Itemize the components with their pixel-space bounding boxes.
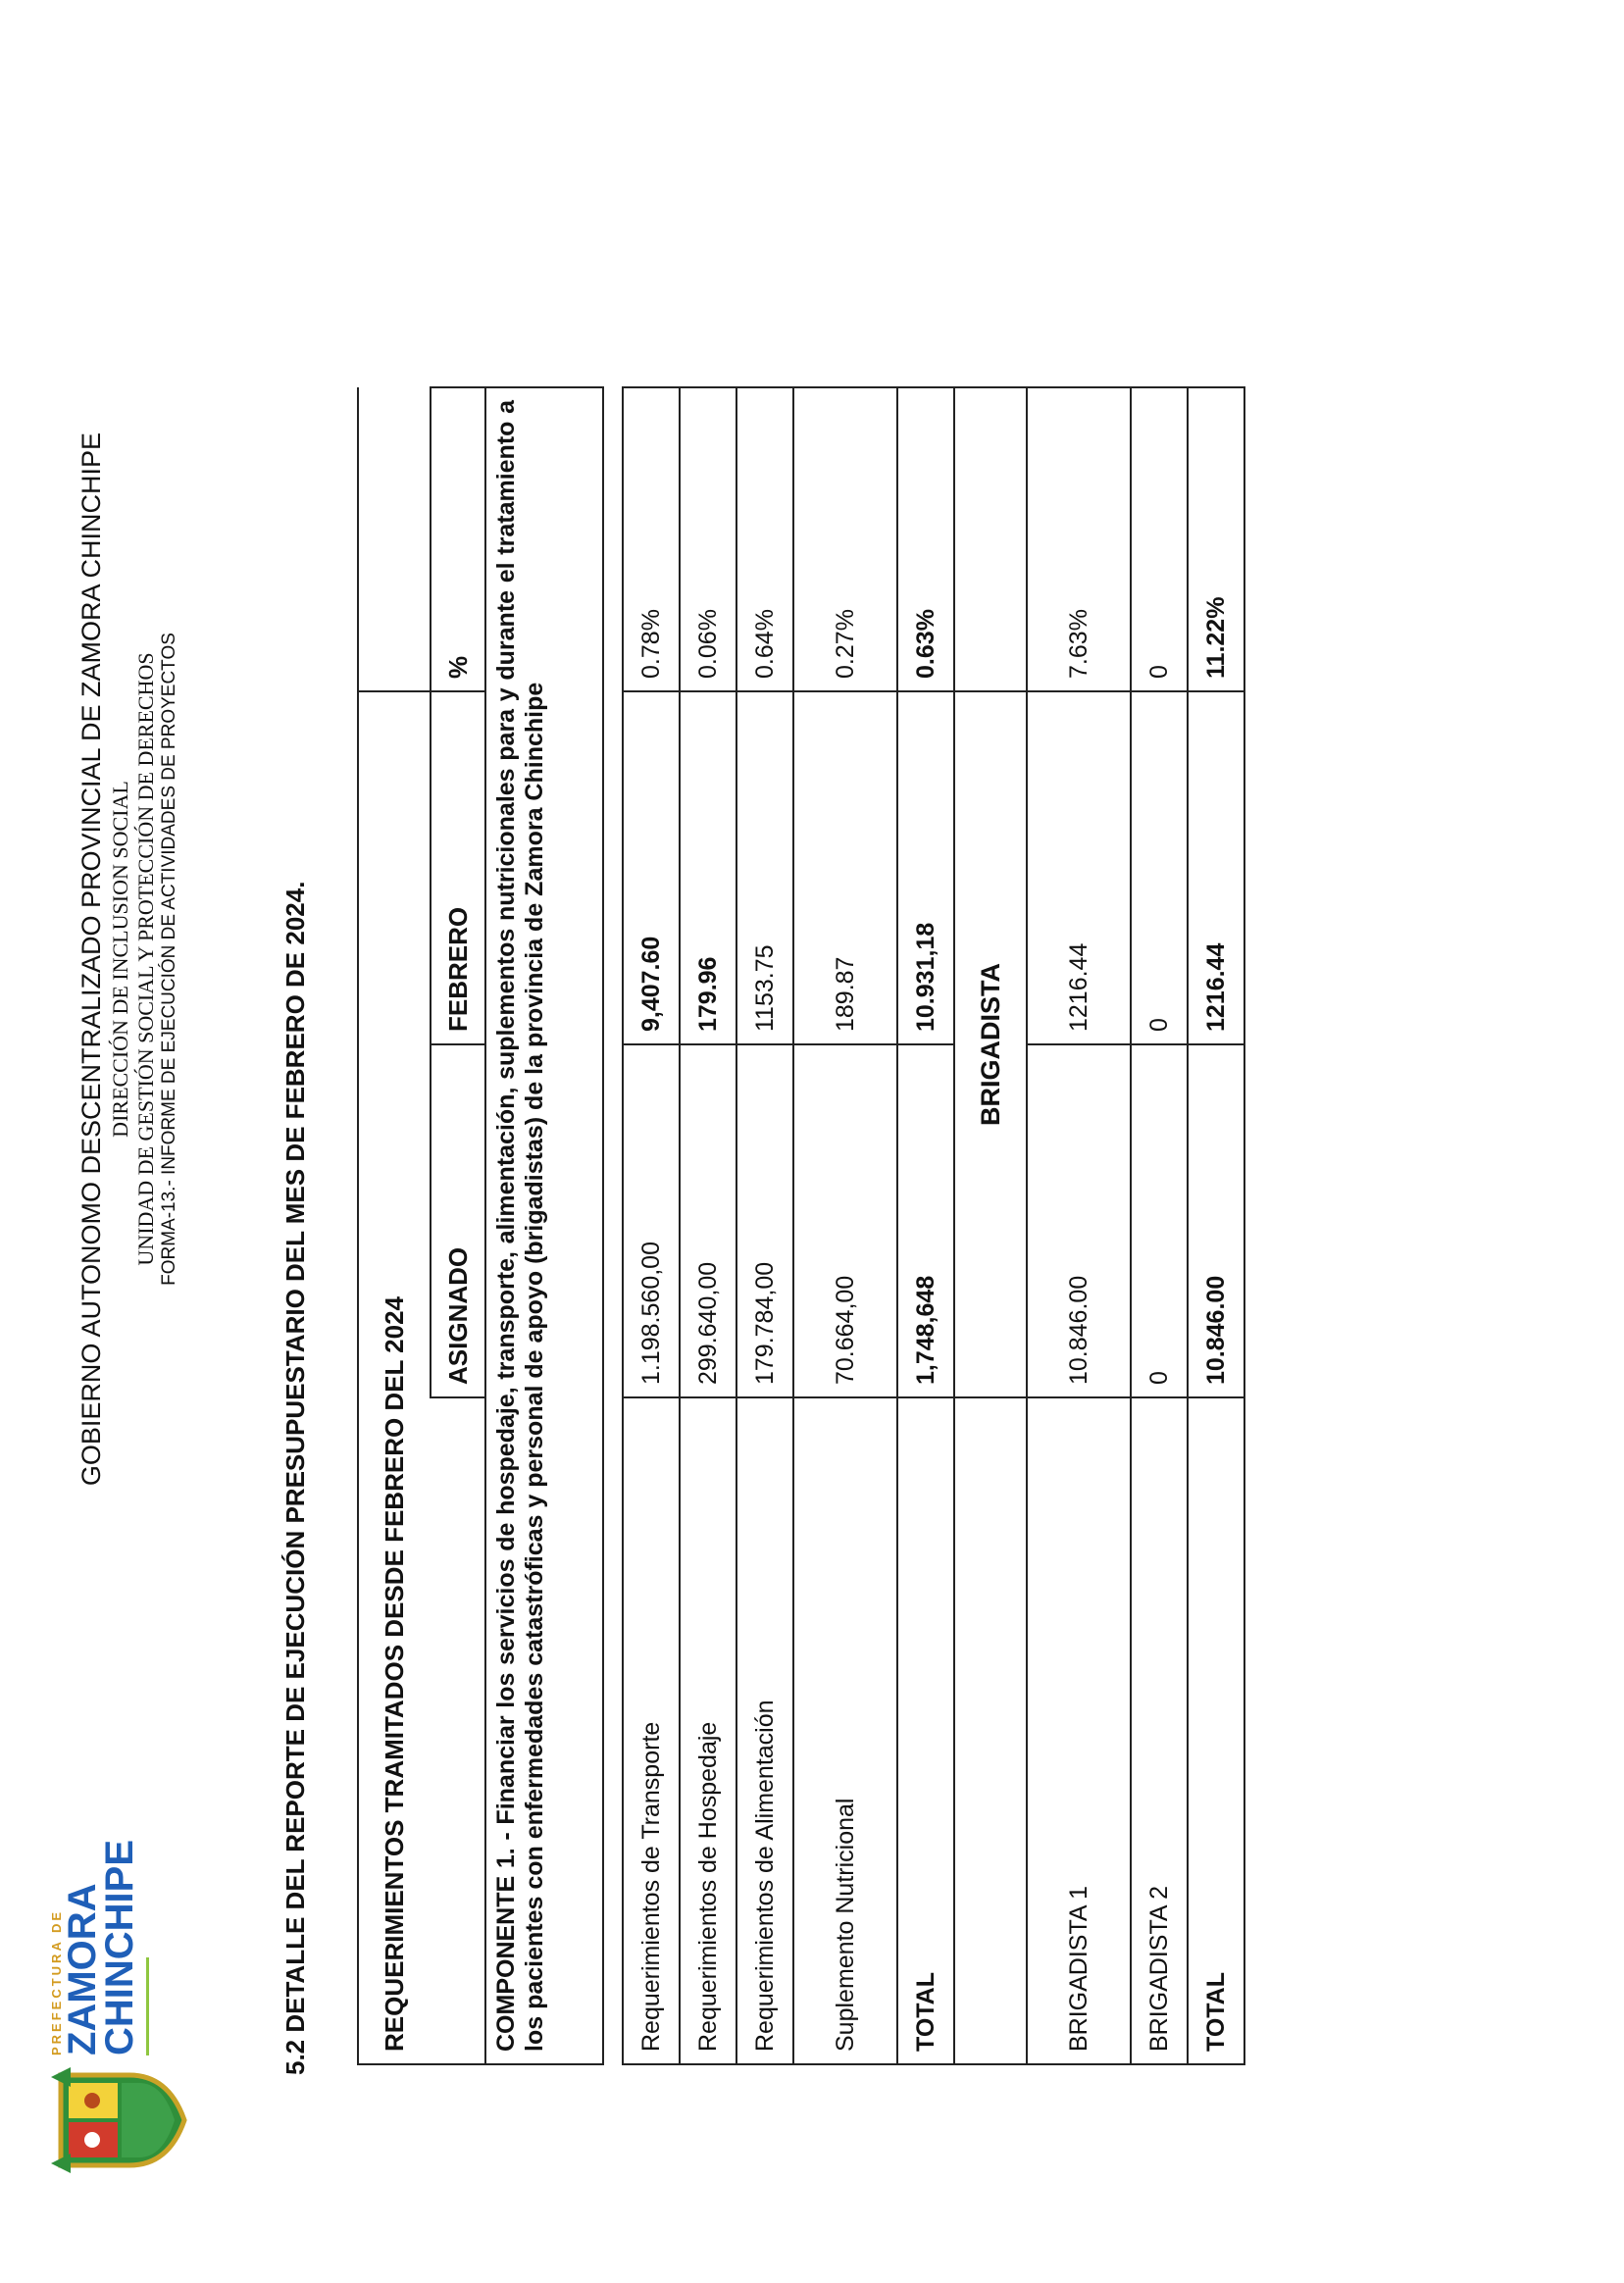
row-febrero: 1216.44: [1027, 691, 1131, 1044]
section-title: 5.2 DETALLE DEL REPORTE DE EJECUCIÓN PRESUPUESTARIO DEL MES DE FEBRERO DE 2024.: [280, 881, 310, 2075]
total-febrero: 10.931,18: [897, 691, 954, 1044]
row-label: Requerimientos de Transporte: [623, 1397, 680, 2064]
table-row: [1131, 387, 1188, 2064]
row-label: BRIGADISTA 2: [1131, 1397, 1188, 2064]
logo-underline: [146, 1957, 149, 2055]
row-asignado: 70.664,00: [793, 1044, 897, 1397]
total-asignado: 10.846.00: [1188, 1044, 1244, 1397]
column-header-febrero: FEBRERO: [431, 691, 485, 1044]
logo-prefix: PREFECTURA DE: [49, 1908, 64, 2055]
brigadista-header: BRIGADISTA: [954, 691, 1027, 1397]
row-febrero: 0: [1131, 691, 1188, 1044]
header-direction: DIRECCIÓN DE INCLUSION SOCIAL: [107, 781, 132, 1138]
column-header-asignado: ASIGNADO: [431, 1044, 485, 1397]
component-description: COMPONENTE 1. - Financiar los servicios de hospedaje, transporte, alimentación, suplementos nutricionales para y durante el tratamiento a los pacientes con enfermedades catastróficas y personal de apoyo (brigadistas) de la provincia de Zamora Chinchipe: [485, 387, 603, 2064]
row-asignado: 179.784,00: [736, 1044, 793, 1397]
header-form: FORMA-13.- INFORME DE EJECUCIÓN DE ACTIVIDADES DE PROYECTOS: [158, 633, 179, 1286]
header-institution: GOBIERNO AUTONOMO DESCENTRALIZADO PROVINCIAL DE ZAMORA CHINCHIPE: [76, 431, 106, 1487]
document-header: [76, 322, 180, 1597]
row-febrero: 1153.75: [736, 691, 793, 1044]
row-percent: 0.78%: [623, 387, 680, 691]
row-label: Suplemento Nutricional: [793, 1397, 897, 2064]
row-asignado: 299.640,00: [680, 1044, 736, 1397]
row-label: Requerimientos de Alimentación: [736, 1397, 793, 2064]
row-percent: 0.64%: [736, 387, 793, 691]
table-title: REQUERIMIENTOS TRAMITADOS DESDE FEBRERO DEL 2024: [358, 691, 431, 2064]
row-asignado: 1.198.560,00: [623, 1044, 680, 1397]
row-febrero: 9,407.60: [623, 691, 680, 1044]
row-percent: 0.06%: [680, 387, 736, 691]
column-header-percent: %: [431, 387, 485, 691]
row-asignado: 0: [1131, 1044, 1188, 1397]
prefecture-logo: [41, 1839, 198, 2173]
row-label: Requerimientos de Hospedaje: [680, 1397, 736, 2064]
total-label: TOTAL: [897, 1397, 954, 2064]
total-percent: 11.22%: [1188, 387, 1244, 691]
row-febrero: 189.87: [793, 691, 897, 1044]
row-febrero: 179.96: [680, 691, 736, 1044]
total-row: [1188, 387, 1244, 2064]
coat-of-arms-icon: [41, 2067, 188, 2173]
table-row: [736, 387, 793, 2064]
header-unit: UNIDAD DE GESTIÓN SOCIAL Y PROTECCIÓN DE DERECHOS: [132, 652, 158, 1266]
total-label: TOTAL: [1188, 1397, 1244, 2064]
row-percent: 7.63%: [1027, 387, 1131, 691]
row-percent: 0.27%: [793, 387, 897, 691]
row-asignado: 10.846.00: [1027, 1044, 1131, 1397]
total-percent: 0.63%: [897, 387, 954, 691]
budget-table: [357, 386, 1245, 2065]
total-febrero: 1216.44: [1188, 691, 1244, 1044]
logo-line2: CHINCHIPE: [98, 1839, 141, 2055]
row-percent: 0: [1131, 387, 1188, 691]
row-label: BRIGADISTA 1: [1027, 1397, 1131, 2064]
logo-line1: ZAMORA: [61, 1883, 104, 2055]
total-row: [897, 387, 954, 2064]
total-asignado: 1,748,648: [897, 1044, 954, 1397]
table-row: [623, 387, 680, 2064]
table-row: [1027, 387, 1131, 2064]
table-row: [680, 387, 736, 2064]
table-row: [793, 387, 897, 2064]
